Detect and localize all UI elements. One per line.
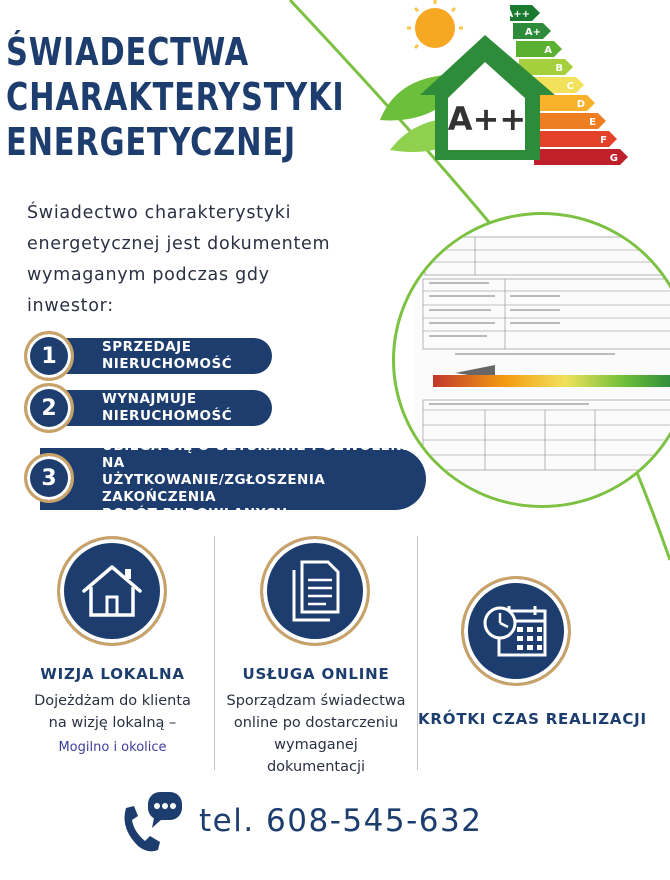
energy-rating: A++ [447,100,527,138]
reason-item-1: SPRZEDAJE NIERUCHOMOŚĆ [40,338,272,374]
feature-description: Dojeżdżam do klienta na wizję lokalną – Mogilno i okolice [10,690,215,759]
energy-class-label: G [609,153,618,164]
energy-certificate-document-image [392,212,670,508]
energy-label-illustration [360,0,660,170]
feature-title: USŁUGA ONLINE [242,665,390,683]
feature-title: KRÓTKI CZAS REALIZACJI [418,710,647,728]
page-title: ŚWIADECTWA CHARAKTERYSTYKI ENERGETYCZNEJ [6,30,345,164]
intro-text: Świadectwo charakterystyki energetycznej jest dokumentem wymaganym podczas gdy inwestor: [27,203,331,316]
feature-description: Sporządzam świadectwa online po dostarczeniu wymaganej dokumentacji [226,693,406,775]
energy-class-label: A++ [505,9,530,20]
feature-icon-wizja-lokalna [57,536,167,646]
feature-icon-krotki-czas [461,576,571,686]
phone-number[interactable]: tel. 608-545-632 [199,803,483,839]
energy-class-label: F [600,135,607,146]
document-icon [290,560,340,622]
energy-class-label: A+ [524,27,541,38]
energy-class-label: D [576,99,585,110]
energy-class-label: C [566,81,574,92]
energy-class-label: E [589,117,596,128]
column-divider [417,536,418,770]
energy-class-bar [516,41,562,57]
reason-item-2: WYNAJMUJE NIERUCHOMOŚĆ [40,390,272,426]
feature-icon-usluga-online [260,536,370,646]
reason-number-badge: 3 [24,453,74,503]
reason-number-badge: 1 [24,331,74,381]
service-area: Mogilno i okolice [58,740,167,755]
reason-item-3: UBIEGA SIĘ O UZYSKANIE POZWOLENIA NA UŻYTKOWANIE/ZGŁOSZENIA ZAKOŃCZENIA ROBÓT BUDOWLANYCH [40,448,426,510]
clock-calendar-icon [483,601,549,661]
reason-number-badge: 2 [24,383,74,433]
house-icon [81,563,143,619]
energy-class-label: A [544,45,552,56]
feature-title: WIZJA LOKALNA [40,665,185,683]
energy-class-label: B [555,63,563,74]
phone-chat-icon [118,788,186,856]
